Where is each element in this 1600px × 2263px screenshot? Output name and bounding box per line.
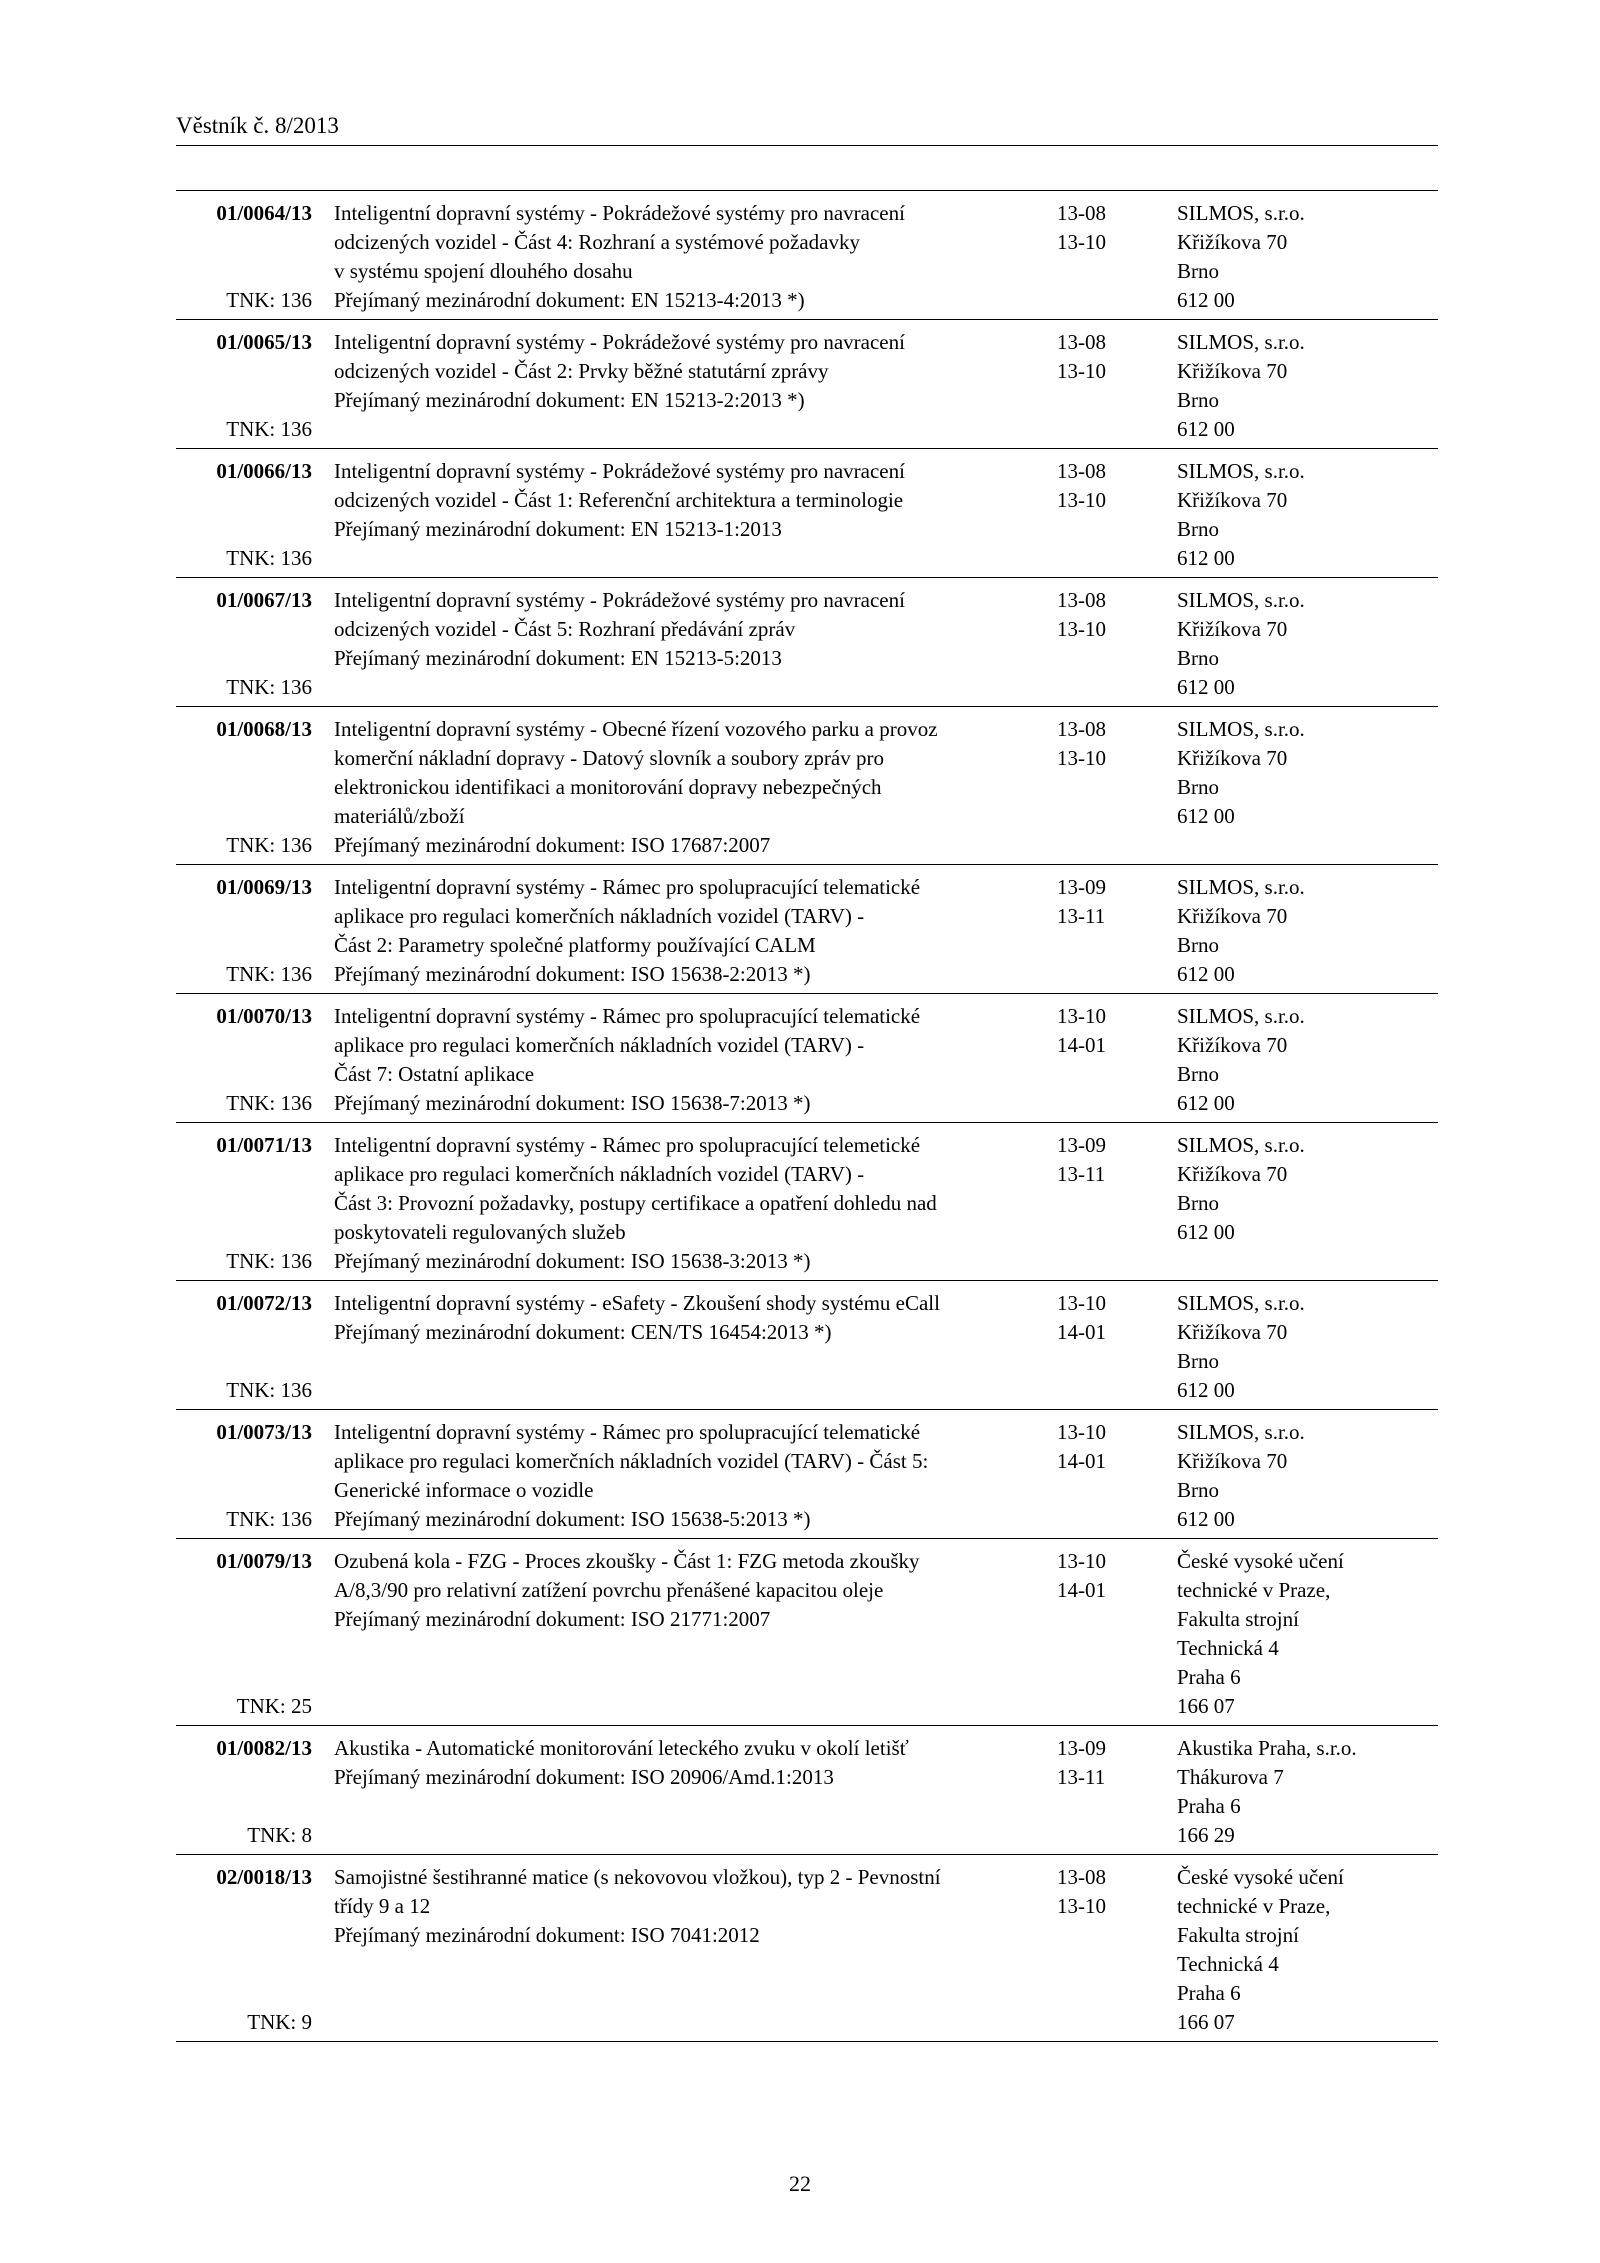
tnk-number: TNK: 136	[226, 288, 312, 312]
organization-cell	[1177, 1547, 1438, 1721]
title-line: Ozubená kola - FZG - Proces zkoušky - Část 1: FZG metoda zkoušky	[334, 1549, 920, 1573]
title-line: Přejímaný mezinárodní dokument: ISO 17687:2007	[334, 833, 771, 857]
title-line: A/8,3/90 pro relativní zatížení povrchu přenášené kapacitou oleje	[334, 1578, 884, 1602]
title-line: Část 7: Ostatní aplikace	[334, 1062, 535, 1086]
date-value: 13-08	[1057, 201, 1106, 225]
table-row	[176, 1539, 1438, 1726]
title-line: Přejímaný mezinárodní dokument: EN 15213-1:2013	[334, 517, 782, 541]
date-value: 13-08	[1057, 1865, 1106, 1889]
dates-cell	[1039, 1547, 1177, 1721]
title-line: Inteligentní dopravní systémy - Pokrádežové systémy pro navracení	[334, 588, 905, 612]
table-row	[176, 1281, 1438, 1410]
date-value: 13-10	[1057, 230, 1106, 254]
organization-line: Brno	[1177, 1191, 1219, 1215]
page-number: 22	[789, 2171, 811, 2196]
title-line: Přejímaný mezinárodní dokument: ISO 15638-5:2013 *)	[334, 1507, 811, 1531]
organization-line: SILMOS, s.r.o.	[1177, 588, 1305, 612]
date-value: 14-01	[1057, 1033, 1106, 1057]
tnk-number: TNK: 25	[236, 1694, 312, 1718]
date-value: 13-10	[1057, 359, 1106, 383]
title-line: Inteligentní dopravní systémy - Rámec pro spolupracující telematické	[334, 1004, 921, 1028]
organization-cell	[1177, 328, 1438, 444]
standard-code: 01/0065/13	[216, 330, 312, 354]
title-line: Inteligentní dopravní systémy - Pokrádežové systémy pro navracení	[334, 330, 905, 354]
title-cell	[312, 1734, 1039, 1850]
organization-line: 612 00	[1177, 675, 1235, 699]
organization-line: Křižíkova 70	[1177, 617, 1288, 641]
organization-line: 166 07	[1177, 1694, 1235, 1718]
organization-line: Akustika Praha, s.r.o.	[1177, 1736, 1357, 1760]
organization-line: Praha 6	[1177, 1794, 1241, 1818]
date-value: 13-10	[1057, 1291, 1106, 1315]
organization-line: Brno	[1177, 646, 1219, 670]
date-value: 13-11	[1057, 904, 1106, 928]
organization-line: Brno	[1177, 1349, 1219, 1373]
organization-line: Křižíkova 70	[1177, 359, 1288, 383]
organization-line: 612 00	[1177, 1507, 1235, 1531]
page-header	[176, 111, 1438, 146]
date-value: 13-08	[1057, 330, 1106, 354]
organization-line: Brno	[1177, 1062, 1219, 1086]
date-value: 13-11	[1057, 1162, 1106, 1186]
organization-line: Brno	[1177, 517, 1219, 541]
title-line: Přejímaný mezinárodní dokument: ISO 7041:2012	[334, 1923, 760, 1947]
title-cell	[312, 1131, 1039, 1276]
title-cell	[312, 328, 1039, 444]
organization-cell	[1177, 873, 1438, 989]
title-line: odcizených vozidel - Část 5: Rozhraní předávání zpráv	[334, 617, 796, 641]
title-line: Generické informace o vozidle	[334, 1478, 594, 1502]
table-row	[176, 578, 1438, 707]
standard-code: 01/0079/13	[216, 1549, 312, 1573]
title-cell	[312, 1289, 1039, 1405]
title-line: v systému spojení dlouhého dosahu	[334, 259, 633, 283]
tnk-number: TNK: 8	[247, 1823, 312, 1847]
tnk-number: TNK: 9	[247, 2010, 312, 2034]
date-value: 13-10	[1057, 1004, 1106, 1028]
tnk-number: TNK: 136	[226, 962, 312, 986]
code-cell	[176, 586, 312, 702]
organization-cell	[1177, 457, 1438, 573]
date-value: 14-01	[1057, 1449, 1106, 1473]
organization-line: Křižíkova 70	[1177, 746, 1288, 770]
organization-line: SILMOS, s.r.o.	[1177, 330, 1305, 354]
title-line: Přejímaný mezinárodní dokument: EN 15213-5:2013	[334, 646, 782, 670]
date-value: 13-10	[1057, 617, 1106, 641]
title-line: Inteligentní dopravní systémy - Rámec pro spolupracující telemetické	[334, 1133, 921, 1157]
organization-line: Technická 4	[1177, 1952, 1279, 1976]
title-line: Samojistné šestihranné matice (s nekovovou vložkou), typ 2 - Pevnostní	[334, 1865, 941, 1889]
table-row	[176, 1726, 1438, 1855]
date-value: 14-01	[1057, 1320, 1106, 1344]
title-line: poskytovateli regulovaných služeb	[334, 1220, 626, 1244]
title-line: Inteligentní dopravní systémy - Pokrádežové systémy pro navracení	[334, 459, 905, 483]
title-line: Část 2: Parametry společné platformy používající CALM	[334, 933, 816, 957]
organization-cell	[1177, 1863, 1438, 2037]
organization-line: Křižíkova 70	[1177, 1320, 1288, 1344]
organization-line: SILMOS, s.r.o.	[1177, 459, 1305, 483]
organization-line: 612 00	[1177, 546, 1235, 570]
title-cell	[312, 1002, 1039, 1118]
organization-line: SILMOS, s.r.o.	[1177, 875, 1305, 899]
title-line: Přejímaný mezinárodní dokument: ISO 15638-7:2013 *)	[334, 1091, 811, 1115]
organization-line: technické v Praze,	[1177, 1894, 1331, 1918]
organization-line: 612 00	[1177, 1378, 1235, 1402]
title-line: komerční nákladní dopravy - Datový slovník a soubory zpráv pro	[334, 746, 884, 770]
date-value: 13-10	[1057, 488, 1106, 512]
dates-cell	[1039, 715, 1177, 860]
code-cell	[176, 1002, 312, 1118]
dates-cell	[1039, 586, 1177, 702]
dates-cell	[1039, 873, 1177, 989]
organization-line: technické v Praze,	[1177, 1578, 1331, 1602]
title-cell	[312, 715, 1039, 860]
organization-line: Praha 6	[1177, 1665, 1241, 1689]
organization-line: SILMOS, s.r.o.	[1177, 1004, 1305, 1028]
code-cell	[176, 1863, 312, 2037]
organization-line: 612 00	[1177, 288, 1235, 312]
tnk-number: TNK: 136	[226, 546, 312, 570]
organization-line: 612 00	[1177, 1220, 1235, 1244]
table-row	[176, 191, 1438, 320]
table-row	[176, 707, 1438, 865]
date-value: 13-10	[1057, 1420, 1106, 1444]
date-value: 13-08	[1057, 588, 1106, 612]
code-cell	[176, 1734, 312, 1850]
organization-line: Brno	[1177, 775, 1219, 799]
title-line: elektronickou identifikaci a monitorování dopravy nebezpečných	[334, 775, 882, 799]
standard-code: 01/0072/13	[216, 1291, 312, 1315]
date-value: 13-11	[1057, 1765, 1106, 1789]
date-value: 13-09	[1057, 875, 1106, 899]
date-value: 13-09	[1057, 1736, 1106, 1760]
dates-cell	[1039, 1418, 1177, 1534]
organization-line: SILMOS, s.r.o.	[1177, 717, 1305, 741]
title-line: odcizených vozidel - Část 1: Referenční architektura a terminologie	[334, 488, 904, 512]
organization-line: Brno	[1177, 259, 1219, 283]
organization-line: 612 00	[1177, 1091, 1235, 1115]
title-cell	[312, 873, 1039, 989]
title-line: aplikace pro regulaci komerčních nákladních vozidel (TARV) -	[334, 904, 865, 928]
tnk-number: TNK: 136	[226, 833, 312, 857]
code-cell	[176, 1547, 312, 1721]
table-row	[176, 1410, 1438, 1539]
tnk-number: TNK: 136	[226, 1378, 312, 1402]
organization-cell	[1177, 586, 1438, 702]
organization-cell	[1177, 1418, 1438, 1534]
title-cell	[312, 1863, 1039, 2037]
standard-code: 01/0073/13	[216, 1420, 312, 1444]
organization-line: 612 00	[1177, 962, 1235, 986]
code-cell	[176, 1289, 312, 1405]
table-row	[176, 1855, 1438, 2042]
title-line: Přejímaný mezinárodní dokument: ISO 15638-2:2013 *)	[334, 962, 811, 986]
standard-code: 01/0082/13	[216, 1736, 312, 1760]
title-line: Akustika - Automatické monitorování leteckého zvuku v okolí letišť	[334, 1736, 909, 1760]
date-value: 13-09	[1057, 1133, 1106, 1157]
tnk-number: TNK: 136	[226, 675, 312, 699]
title-line: odcizených vozidel - Část 4: Rozhraní a systémové požadavky	[334, 230, 861, 254]
organization-line: Křižíkova 70	[1177, 1162, 1288, 1186]
table-row	[176, 865, 1438, 994]
organization-cell	[1177, 1002, 1438, 1118]
title-cell	[312, 199, 1039, 315]
organization-line: SILMOS, s.r.o.	[1177, 201, 1305, 225]
organization-line: Křižíkova 70	[1177, 904, 1288, 928]
title-line: Inteligentní dopravní systémy - Pokrádežové systémy pro navracení	[334, 201, 905, 225]
standard-code: 01/0064/13	[216, 201, 312, 225]
title-line: aplikace pro regulaci komerčních nákladních vozidel (TARV) -	[334, 1162, 865, 1186]
date-value: 13-10	[1057, 1894, 1106, 1918]
title-line: třídy 9 a 12	[334, 1894, 431, 1918]
tnk-number: TNK: 136	[226, 417, 312, 441]
title-line: Část 3: Provozní požadavky, postupy certifikace a opatření dohledu nad	[334, 1191, 937, 1215]
title-line: Inteligentní dopravní systémy - eSafety - Zkoušení shody systému eCall	[334, 1291, 940, 1315]
organization-line: Brno	[1177, 388, 1219, 412]
organization-line: SILMOS, s.r.o.	[1177, 1420, 1305, 1444]
organization-line: Fakulta strojní	[1177, 1607, 1299, 1631]
organization-line: Křižíkova 70	[1177, 230, 1288, 254]
organization-line: 612 00	[1177, 804, 1235, 828]
table-row	[176, 449, 1438, 578]
code-cell	[176, 873, 312, 989]
organization-line: Křižíkova 70	[1177, 488, 1288, 512]
code-cell	[176, 328, 312, 444]
title-line: Přejímaný mezinárodní dokument: ISO 20906/Amd.1:2013	[334, 1765, 834, 1789]
organization-line: Fakulta strojní	[1177, 1923, 1299, 1947]
organization-line: 612 00	[1177, 417, 1235, 441]
organization-cell	[1177, 1734, 1438, 1850]
date-value: 13-10	[1057, 746, 1106, 770]
standard-code: 01/0066/13	[216, 459, 312, 483]
organization-line: České vysoké učení	[1177, 1549, 1344, 1573]
date-value: 13-08	[1057, 717, 1106, 741]
code-cell	[176, 1131, 312, 1276]
code-cell	[176, 715, 312, 860]
dates-cell	[1039, 457, 1177, 573]
date-value: 13-10	[1057, 1549, 1106, 1573]
organization-line: Brno	[1177, 1478, 1219, 1502]
organization-line: Křižíkova 70	[1177, 1449, 1288, 1473]
code-cell	[176, 1418, 312, 1534]
title-line: aplikace pro regulaci komerčních nákladních vozidel (TARV) - Část 5:	[334, 1449, 929, 1473]
code-cell	[176, 199, 312, 315]
title-line: Inteligentní dopravní systémy - Rámec pro spolupracující telematické	[334, 1420, 921, 1444]
title-line: Inteligentní dopravní systémy - Rámec pro spolupracující telematické	[334, 875, 921, 899]
date-value: 14-01	[1057, 1578, 1106, 1602]
journal-title: Věstník č. 8/2013	[176, 113, 339, 138]
organization-cell	[1177, 1131, 1438, 1276]
organization-line: 166 29	[1177, 1823, 1235, 1847]
standard-code: 01/0070/13	[216, 1004, 312, 1028]
title-line: Přejímaný mezinárodní dokument: EN 15213-2:2013 *)	[334, 388, 805, 412]
standard-code: 02/0018/13	[216, 1865, 312, 1889]
tnk-number: TNK: 136	[226, 1091, 312, 1115]
title-cell	[312, 1547, 1039, 1721]
organization-line: Technická 4	[1177, 1636, 1279, 1660]
dates-cell	[1039, 199, 1177, 315]
title-cell	[312, 1418, 1039, 1534]
tnk-number: TNK: 136	[226, 1249, 312, 1273]
title-line: Přejímaný mezinárodní dokument: CEN/TS 16454:2013 *)	[334, 1320, 832, 1344]
organization-line: Thákurova 7	[1177, 1765, 1284, 1789]
title-line: Inteligentní dopravní systémy - Obecné řízení vozového parku a provoz	[334, 717, 938, 741]
organization-cell	[1177, 1289, 1438, 1405]
standard-code: 01/0069/13	[216, 875, 312, 899]
organization-line: 166 07	[1177, 2010, 1235, 2034]
dates-cell	[1039, 1002, 1177, 1118]
title-line: odcizených vozidel - Část 2: Prvky běžné statutární zprávy	[334, 359, 829, 383]
table-row	[176, 994, 1438, 1123]
organization-line: České vysoké učení	[1177, 1865, 1344, 1889]
code-cell	[176, 457, 312, 573]
organization-cell	[1177, 715, 1438, 860]
organization-cell	[1177, 199, 1438, 315]
title-line: Přejímaný mezinárodní dokument: ISO 15638-3:2013 *)	[334, 1249, 811, 1273]
table-row	[176, 1123, 1438, 1281]
standard-code: 01/0071/13	[216, 1133, 312, 1157]
organization-line: SILMOS, s.r.o.	[1177, 1291, 1305, 1315]
organization-line: Praha 6	[1177, 1981, 1241, 2005]
title-line: Přejímaný mezinárodní dokument: EN 15213-4:2013 *)	[334, 288, 805, 312]
organization-line: Brno	[1177, 933, 1219, 957]
table-row	[176, 320, 1438, 449]
title-line: materiálů/zboží	[334, 804, 465, 828]
dates-cell	[1039, 1289, 1177, 1405]
standards-table	[176, 190, 1438, 2042]
organization-line: SILMOS, s.r.o.	[1177, 1133, 1305, 1157]
title-line: Přejímaný mezinárodní dokument: ISO 21771:2007	[334, 1607, 771, 1631]
organization-line: Křižíkova 70	[1177, 1033, 1288, 1057]
dates-cell	[1039, 1131, 1177, 1276]
dates-cell	[1039, 1734, 1177, 1850]
title-cell	[312, 457, 1039, 573]
title-cell	[312, 586, 1039, 702]
tnk-number: TNK: 136	[226, 1507, 312, 1531]
dates-cell	[1039, 1863, 1177, 2037]
date-value: 13-08	[1057, 459, 1106, 483]
standard-code: 01/0067/13	[216, 588, 312, 612]
standard-code: 01/0068/13	[216, 717, 312, 741]
title-line: aplikace pro regulaci komerčních nákladních vozidel (TARV) -	[334, 1033, 865, 1057]
dates-cell	[1039, 328, 1177, 444]
